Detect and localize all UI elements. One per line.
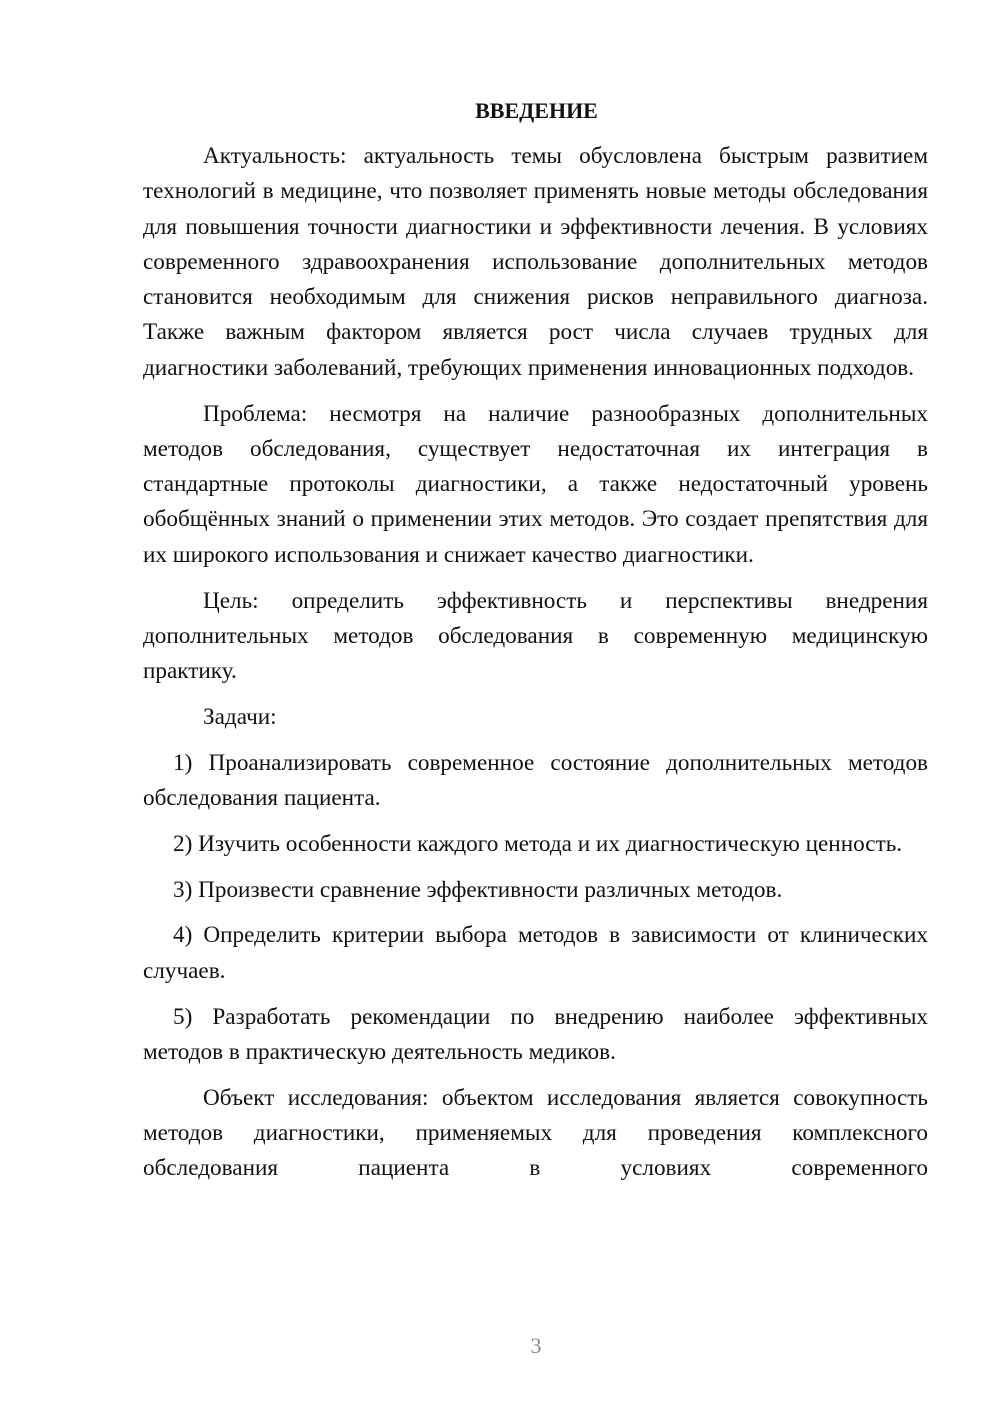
tasks-label: Задачи: bbox=[203, 703, 277, 730]
goal-paragraph: Цель: определить эффективность и перспективы внедрения дополнительных методов обследования в современную медицинскую практику. bbox=[143, 587, 928, 685]
page-number: 3 bbox=[530, 1333, 542, 1358]
section-heading: ВВЕДЕНИЕ bbox=[475, 98, 598, 123]
task-item-2: 2) Изучить особенности каждого метода и их диагностическую ценность. bbox=[173, 830, 903, 857]
relevance-paragraph: Актуальность: актуальность темы обусловлена быстрым развитием технологий в медицине, что позволяет применять новые методы обследования для повышения точности диагностики и эффективности лечения. В условиях современного здравоохранения использование дополнительных методов становится необходимым для снижения рисков неправильного диагноза. Также важным фактором является рост числа случаев трудных для диагностики заболеваний, требующих применения инновационных подходов. bbox=[143, 143, 928, 381]
problem-paragraph: Проблема: несмотря на наличие разнообразных дополнительных методов обследования, существует недостаточная их интеграция в стандартные протоколы диагностики, а также недостаточный уровень обобщённых знаний о применении этих методов. Это создает препятствия для их широкого использования и снижает качество диагностики. bbox=[143, 400, 928, 568]
task-item-1: 1) Проанализировать современное состояние дополнительных методов обследования пациента. bbox=[143, 749, 928, 812]
task-item-4: 4) Определить критерии выбора методов в зависимости от клинических случаев. bbox=[143, 922, 928, 984]
document-page bbox=[143, 96, 928, 1197]
task-item-5: 5) Разработать рекомендации по внедрению наиболее эффективных методов в практическую деятельность медиков. bbox=[143, 1003, 928, 1065]
task-item-3: 3) Произвести сравнение эффективности различных методов. bbox=[173, 876, 783, 903]
object-paragraph: Объект исследования: объектом исследования является совокупность методов диагностики, применяемых для проведения комплексного обследования пациента в условиях современного bbox=[143, 1084, 928, 1182]
